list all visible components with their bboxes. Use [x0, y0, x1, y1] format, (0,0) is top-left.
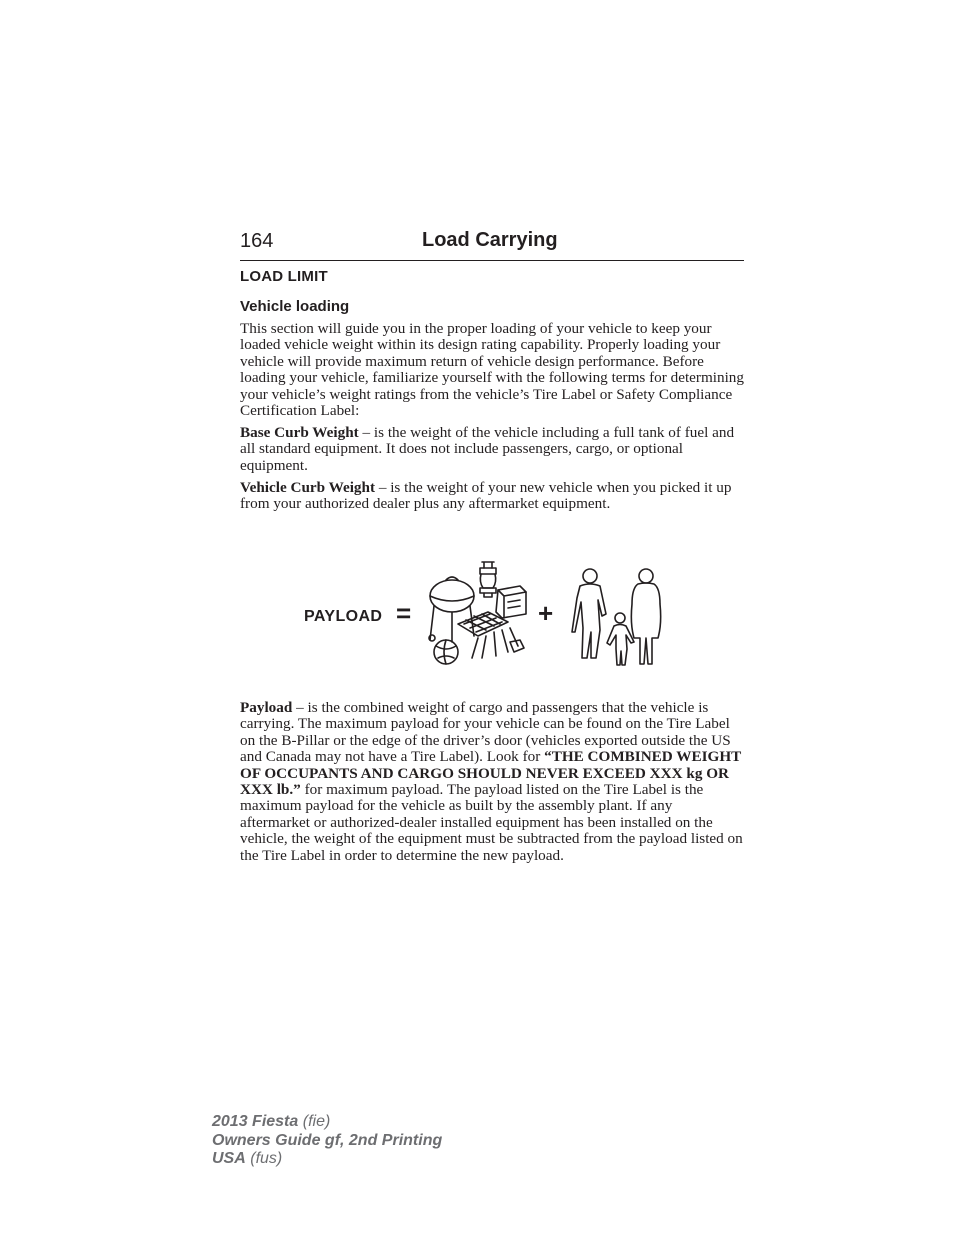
footer-market-line	[212, 1150, 442, 1169]
footer-model: 2013 Fiesta	[212, 1113, 299, 1130]
vehicle-curb-weight-paragraph	[240, 480, 746, 513]
page-header	[240, 228, 744, 261]
payload-definition-part-2: for maximum payload. The payload listed on the Tire Label is the maximum payload for the vehicle as built by the assembly plant. If any aftermarket or authorized-dealer installed equipment has been installed on the vehicle, the weight of the equipment must be subtracted from the payload listed on the Tire Label in order to determine the new payload.	[240, 781, 743, 864]
page-footer	[212, 1113, 442, 1169]
base-curb-weight-paragraph	[240, 425, 746, 474]
footer-model-code: (fie)	[302, 1113, 331, 1130]
footer-market-code: (fus)	[250, 1150, 283, 1167]
payload-term: Payload	[240, 699, 293, 716]
base-curb-weight-term: Base Curb Weight	[240, 424, 359, 441]
footer-guide-line	[212, 1132, 442, 1151]
plus-sign: +	[538, 598, 554, 628]
page-title: Load Carrying	[422, 229, 558, 251]
footer-market: USA	[212, 1150, 246, 1167]
sub-heading: Vehicle loading	[240, 298, 350, 315]
vehicle-curb-weight-definition: – is the weight of your new vehicle when you picked it up from your authorized dealer plus any aftermarket equipment.	[240, 479, 732, 513]
footer-model-line	[212, 1113, 442, 1132]
equals-sign: =	[396, 598, 412, 628]
footer-guide: Owners Guide gf, 2nd Printing	[212, 1131, 443, 1149]
base-curb-weight-definition: – is the weight of the vehicle including a full tank of fuel and all standard equipment. It does not include passengers, cargo, or optional equipment.	[240, 424, 735, 474]
intro-paragraph: This section will guide you in the proper loading of your vehicle to keep your loaded vehicle weight within its design rating capability. Properly loading your vehicle will provide maximum return of vehicle design performance. Before loading your vehicle, familiarize yourself with the following terms for determining your vehicle’s weight ratings from the vehicle’s Tire Label or Safety Compliance Certification Label:	[240, 320, 744, 420]
cargo-illustration-icon	[424, 558, 536, 670]
payload-figure	[300, 558, 670, 670]
payload-paragraph	[240, 700, 746, 864]
payload-definition-part-1: – is the combined weight of cargo and passengers that the vehicle is carrying. The maximum payload for your vehicle can be found on the Tire Label on the B-Pillar or the edge of the driver’s door (vehicles exported outside the US and Canada may not have a Tire Label). Look for	[240, 699, 731, 766]
payload-label-quote: “THE COMBINED WEIGHT OF OCCUPANTS AND CARGO SHOULD NEVER EXCEED XXX kg OR XXX lb.”	[240, 748, 742, 799]
family-silhouette-icon	[564, 566, 668, 670]
page-number: 164	[240, 230, 274, 252]
payload-label: PAYLOAD	[304, 608, 383, 625]
section-heading: LOAD LIMIT	[240, 268, 328, 285]
vehicle-curb-weight-term: Vehicle Curb Weight	[240, 479, 376, 496]
